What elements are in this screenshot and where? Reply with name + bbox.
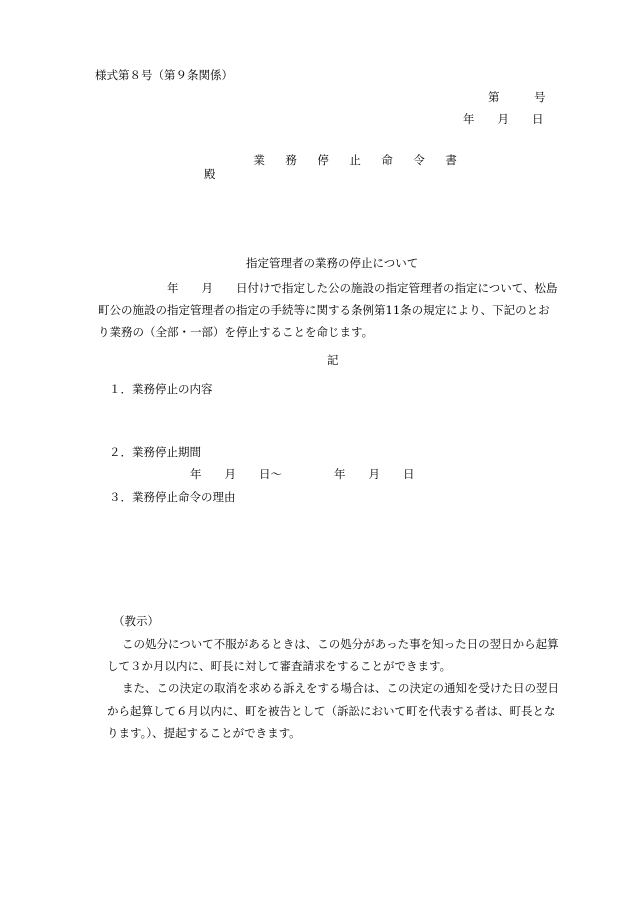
title-char: 業 xyxy=(253,152,265,167)
title-char: 停 xyxy=(317,152,329,167)
notice-p1-line-2: して３か月以内に、町長に対して審査請求をすることができます。 xyxy=(107,659,452,673)
issue-date: 年 月 日 xyxy=(463,112,544,126)
body-line-2: 町公の施設の指定管理者の指定の手続等に関する条例第11条の規定により、下記のとお xyxy=(98,303,550,317)
document-number: 第 号 xyxy=(488,90,546,104)
title-char: 務 xyxy=(285,152,297,167)
notice-p2-line-2: から起算して６月以内に、町を被告として（訴訟において町を代表する者は、町長とな xyxy=(107,704,556,718)
body-line-3: り業務の（全部・一部）を停止することを命じます。 xyxy=(98,325,374,339)
ki-marker: 記 xyxy=(327,353,339,367)
title-char: 令 xyxy=(413,152,425,167)
addressee: 殿 xyxy=(204,167,216,181)
item-1-content: １．業務停止の内容 xyxy=(109,382,213,396)
period-start: 年 月 日～ xyxy=(190,467,282,481)
notice-p2-line-3: ります。）、提起することができます。 xyxy=(107,726,301,740)
notice-p1-line-1: この処分について不服があるときは、この処分があった事を知った日の翌日から起算 xyxy=(122,637,559,651)
period-end: 年 月 日 xyxy=(334,467,415,481)
document-title xyxy=(246,143,457,166)
title-char: 命 xyxy=(381,152,393,167)
body-line-1: 年 月 日付けで指定した公の施設の指定管理者の指定について、松島 xyxy=(167,281,558,295)
title-char: 止 xyxy=(349,152,361,167)
notice-heading: （教示） xyxy=(113,614,159,628)
item-2-period: ２．業務停止期間 xyxy=(109,445,201,459)
item-3-reason: ３．業務停止命令の理由 xyxy=(109,490,236,504)
form-label: 様式第８号（第９条関係） xyxy=(95,68,233,82)
title-char: 書 xyxy=(445,152,457,167)
subject: 指定管理者の業務の停止について xyxy=(246,256,419,270)
notice-p2-line-1: また、この決定の取消を求める訴えをする場合は、この決定の通知を受けた日の翌日 xyxy=(122,681,559,695)
